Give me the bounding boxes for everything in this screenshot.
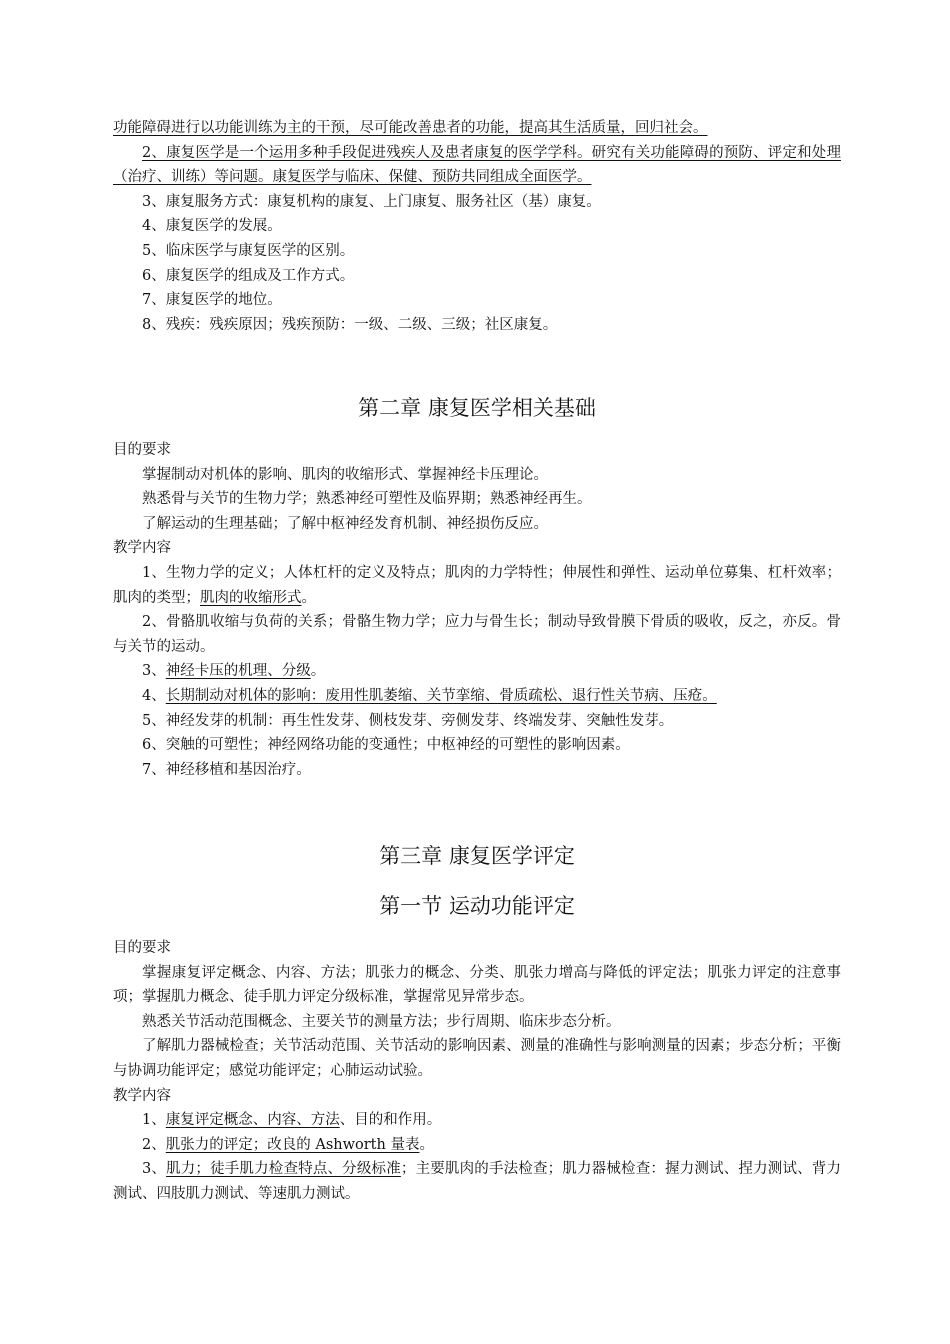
- text-span: 4、: [142, 687, 166, 704]
- chapter1-tail: [113, 116, 841, 337]
- goal-item: 熟悉骨与关节的生物力学；熟悉神经可塑性及临界期；熟悉神经再生。: [142, 491, 592, 508]
- goal-item: 掌握康复评定概念、内容、方法；肌张力的概念、分类、肌张力增高与降低的评定法；肌张力评定的注意事项；掌握肌力概念、徒手肌力评定分级标准，掌握常见异常步态。: [113, 964, 841, 1006]
- underlined-text: 康复评定概念、内容、方法: [165, 1112, 340, 1129]
- list-item: 7、康复医学的地位。: [142, 292, 282, 309]
- text-span: ；主要肌肉的手法检查；肌力器械检查：握力测试、捏力测试、背力测试、四肢肌力测试、等速肌力测试。: [113, 1161, 841, 1202]
- paragraph-intro-tail: [113, 116, 841, 141]
- text-span: 3、: [142, 663, 166, 680]
- chapter2-header: [113, 394, 841, 422]
- content-item: [113, 659, 841, 684]
- underlined-text: 功能障碍进行以功能训练为主的干预，尽可能改善患者的功能，提高其生活质量，回归社会。: [113, 120, 708, 136]
- section-title: 第一节 运动功能评定: [379, 894, 575, 918]
- chapter2-body: [113, 438, 841, 782]
- text-span: 。: [310, 663, 326, 680]
- content-item: 5、神经发芽的机制：再生性发芽、侧枝发芽、旁侧发芽、终端发芽、突触性发芽。: [142, 712, 674, 729]
- content-item: 2、骨骼肌收缩与负荷的关系；骨骼生物力学；应力与骨生长；制动导致骨膜下骨质的吸收，反之，亦反。骨与关节的运动。: [113, 614, 841, 655]
- list-item: 4、康复医学的发展。: [142, 218, 282, 235]
- underlined-text: 肌张力的评定；改良的 Ashworth 量表: [165, 1136, 420, 1153]
- text-span: 3、: [142, 1161, 167, 1178]
- section1-header: [113, 892, 841, 920]
- underlined-text: 2、康复医学是一个运用多种手段促进残疾人及患者康复的医学学科。研究有关功能障碍的预防、评定和处理（治疗、训练）等问题。康复医学与临床、保健、预防共同组成全面医学。: [113, 144, 841, 186]
- content-item: 7、神经移植和基因治疗。: [142, 761, 311, 778]
- chapter3-header: [113, 842, 841, 870]
- goal-item: 了解运动的生理基础；了解中枢神经发育机制、神经损伤反应。: [142, 515, 548, 532]
- underlined-text: 神经卡压的机理、分级: [165, 663, 311, 680]
- text-span: 1、: [142, 1112, 166, 1129]
- text-span: 。: [419, 1136, 434, 1153]
- underlined-text: 长期制动对机体的影响：废用性肌萎缩、关节挛缩、骨质疏松、退行性关节病、压疮。: [165, 687, 717, 704]
- content-item: [113, 561, 841, 610]
- text-span: 2、: [142, 1136, 166, 1153]
- text-span: 、目的和作用。: [339, 1112, 442, 1129]
- goal-item: 熟悉关节活动范围概念、主要关节的测量方法；步行周期、临床步态分析。: [142, 1013, 621, 1030]
- content-item: [113, 1133, 841, 1158]
- underlined-text: 肌肉的收缩形式: [200, 589, 302, 606]
- section-label: 目的要求: [113, 940, 171, 956]
- chapter3-body: [113, 936, 841, 1207]
- text-span: 1、生物力学的定义；人体杠杆的定义及特点；肌肉的力学特性；伸展性和弹性、运动单位募集、杠杆效率；肌肉的类型；: [113, 564, 841, 606]
- list-item: 6、康复医学的组成及工作方式。: [142, 267, 355, 284]
- goal-item: 了解肌力器械检查；关节活动范围、关节活动的影响因素、测量的准确性与影响测量的因素；步态分析；平衡与协调功能评定；感觉功能评定；心肺运动试验。: [113, 1038, 841, 1079]
- list-item: 8、残疾：残疾原因；残疾预防：一级、二级、三级；社区康复。: [142, 316, 558, 333]
- chapter-title: 第二章 康复医学相关基础: [358, 396, 596, 420]
- underlined-text: 肌力；徒手肌力检查特点、分级标准: [166, 1161, 401, 1178]
- goal-item: 掌握制动对机体的影响、肌肉的收缩形式、掌握神经卡压理论。: [142, 466, 548, 483]
- content-item: 6、突触的可塑性；神经网络功能的变通性；中枢神经的可塑性的影响因素。: [142, 737, 630, 754]
- section-label: 教学内容: [113, 1087, 171, 1104]
- chapter-title: 第三章 康复医学评定: [379, 844, 575, 868]
- content-item: [113, 1157, 841, 1206]
- section-label: 教学内容: [113, 540, 171, 557]
- paragraph-item-2: [113, 141, 841, 190]
- content-item: [113, 1108, 841, 1133]
- list-item: 5、临床医学与康复医学的区别。: [142, 242, 355, 259]
- section-label: 目的要求: [113, 442, 171, 458]
- text-span: 。: [301, 589, 316, 606]
- list-item: 3、康复服务方式：康复机构的康复、上门康复、服务社区（基）康复。: [142, 193, 601, 210]
- content-item: [113, 684, 841, 709]
